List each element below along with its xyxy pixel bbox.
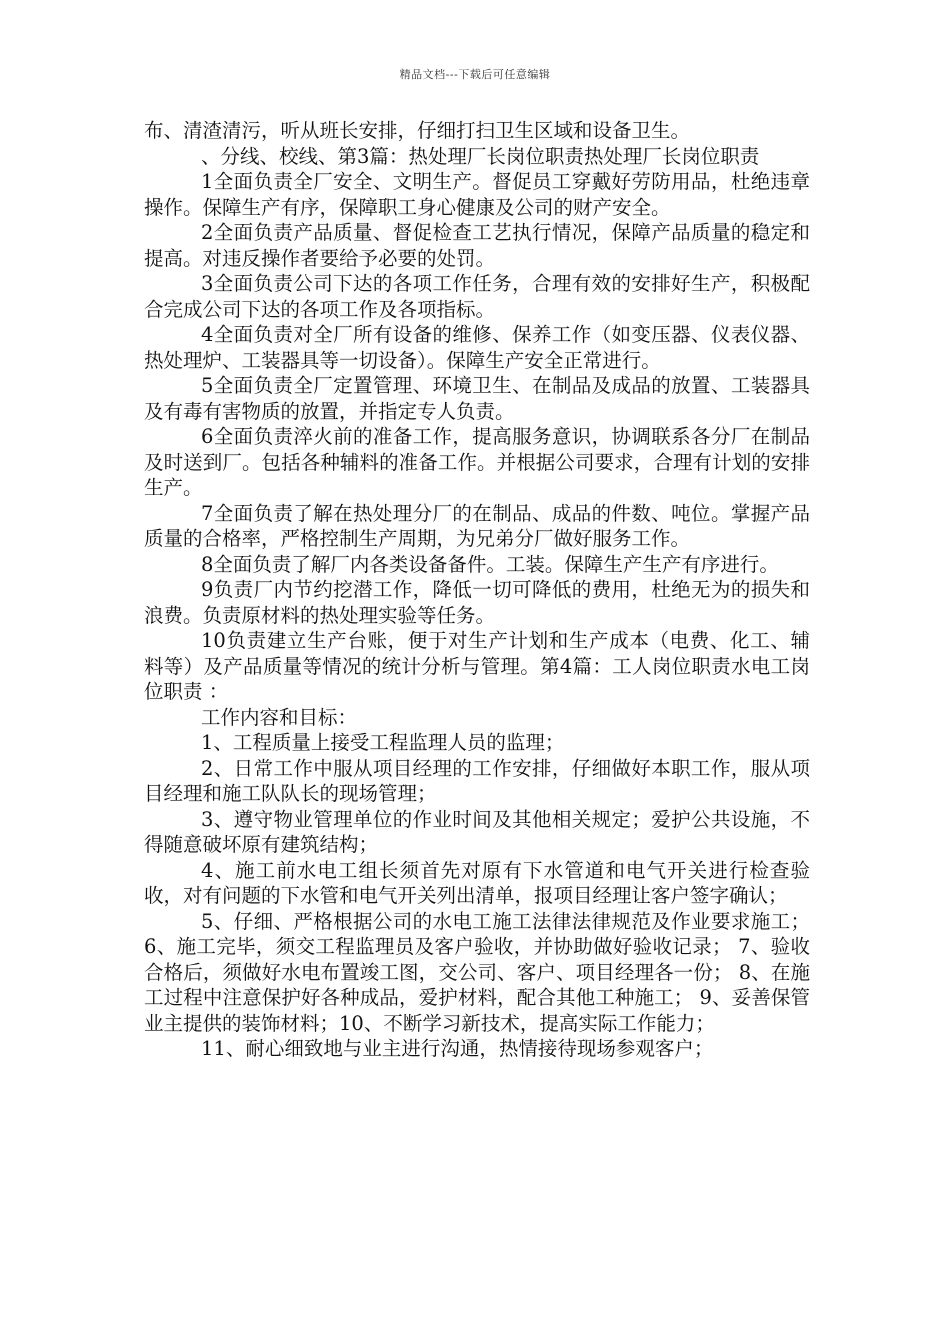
list-item: 11、耐心细致地与业主进行沟通，热情接待现场参观客户； xyxy=(201,1037,714,1060)
paragraph: 1全面负责全厂安全、文明生产。督促员工穿戴好劳防用品，杜绝违章操作。保障生产有序，保障职工身心健康及公司的财产安全。 xyxy=(144,170,810,219)
page-header: 精品文档---下载后可任意编辑 xyxy=(399,68,551,81)
paragraph: 工作内容和目标： xyxy=(201,705,358,729)
list-item: 4、施工前水电工组长须首先对原有下水管道和电气开关进行检查验收，对有问题的下水管和电气开关列出清单，报项目经理让客户签字确认； xyxy=(144,858,810,907)
paragraph: 7全面负责了解在热处理分厂的在制品、成品的件数、吨位。掌握产品质量的合格率，严格控制生产周期，为兄弟分厂做好服务工作。 xyxy=(144,501,810,550)
list-item: 3、遵守物业管理单位的作业时间及其他相关规定；爱护公共设施，不得随意破坏原有建筑结构； xyxy=(144,807,810,856)
paragraph: 、分线、校线、第3篇：热处理厂长岗位职责热处理厂长岗位职责 xyxy=(201,144,760,168)
list-item: 5、仔细、严格根据公司的水电工施工法律法律规范及作业要求施工； 6、施工完毕，须交工程监理员及客户验收，并协助做好验收记录； 7、验收合格后，须做好水电布置竣工图，交公司、客户、项目经理各一份； 8、在施工过程中注意保护好各种成品，爱护材料，配合其他工种施工； 9、妥善保管业主提供的装饰材料；10、不断学习新技术，提高实际工作能力； xyxy=(144,909,810,1035)
paragraph: 布、清渣清污，听从班长安排，仔细打扫卫生区域和设备卫生。 xyxy=(144,119,691,142)
paragraph: 4全面负责对全厂所有设备的维修、保养工作（如变压器、仪表仪器、热处理炉、工装器具等一切设备）。保障生产安全正常进行。 xyxy=(144,323,810,372)
list-item: 1、工程质量上接受工程监理人员的监理； xyxy=(201,731,565,754)
paragraph: 5全面负责全厂定置管理、环境卫生、在制品及成品的放置、工装器具及有毒有害物质的放置，并指定专人负责。 xyxy=(144,374,810,423)
paragraph: 10负责建立生产台账，便于对生产计划和生产成本（电费、化工、辅料等）及产品质量等情况的统计分析与管理。第4篇：工人岗位职责水电工岗位职责 ： xyxy=(144,629,810,703)
paragraph: 9负责厂内节约挖潜工作，降低一切可降低的费用，杜绝无为的损失和浪费。负责原材料的热处理实验等任务。 xyxy=(144,578,810,627)
paragraph: 6全面负责淬火前的准备工作，提高服务意识，协调联系各分厂在制品及时送到厂。包括各种辅料的准备工作。并根据公司要求，合理有计划的安排生产。 xyxy=(144,425,810,499)
document-body xyxy=(144,118,810,1062)
paragraph: 3全面负责公司下达的各项工作任务，合理有效的安排好生产，积极配合完成公司下达的各项工作及各项指标。 xyxy=(144,272,810,321)
paragraph: 2全面负责产品质量、督促检查工艺执行情况，保障产品质量的稳定和提高。对违反操作者要给予必要的处罚。 xyxy=(144,221,810,270)
list-item: 2、日常工作中服从项目经理的工作安排，仔细做好本职工作，服从项目经理和施工队队长的现场管理； xyxy=(144,756,810,805)
paragraph: 8全面负责了解厂内各类设备备件。工装。保障生产生产有序进行。 xyxy=(201,552,779,576)
